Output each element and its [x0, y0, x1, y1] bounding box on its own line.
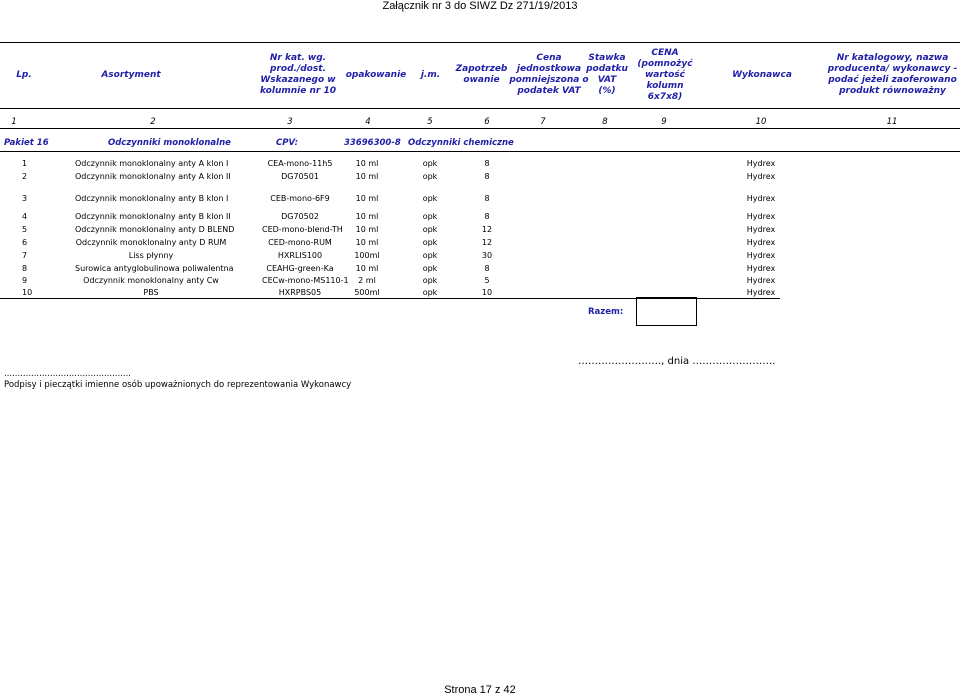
column-header-4: opakowanie	[345, 69, 407, 80]
razem-box-top	[636, 297, 697, 298]
catalog-number-cell: CEAHG-green-Ka	[266, 264, 334, 273]
document-header: Załącznik nr 3 do SIWZ Dz 271/19/2013	[382, 0, 578, 12]
lp-cell: 10	[22, 288, 33, 297]
table-row	[0, 262, 960, 275]
date-line: ……………………., dnia …………………….	[578, 356, 776, 367]
cpv-code: 33696300-8	[344, 138, 401, 148]
catalog-number-cell: HXRLIS100	[277, 251, 323, 260]
signature-caption: Podpisy i pieczątki imienne osób upoważnionych do reprezentowania Wykonawcy	[4, 380, 352, 390]
table-row	[0, 223, 960, 236]
catalog-number-cell: HXRPBS05	[278, 288, 322, 297]
unit-cell: opk	[422, 238, 438, 247]
contractor-cell: Hydrex	[746, 159, 776, 168]
header-bottom-rule	[0, 108, 960, 109]
package-cell: 10 ml	[355, 212, 379, 221]
catalog-number-cell: DG70502	[281, 212, 319, 221]
contractor-cell: Hydrex	[746, 172, 776, 181]
asortyment-cell: Odczynnik monoklonalny anty D BLEND	[75, 225, 235, 234]
razem-label: Razem:	[588, 307, 624, 317]
unit-cell: opk	[422, 276, 438, 285]
table-bottom-rule	[0, 298, 780, 299]
column-header-3: Nr kat. wg. prod./dost. Wskazanego w kolumnie nr 10	[260, 53, 336, 96]
package-cell: 10 ml	[355, 225, 379, 234]
signature-dots: ...............................................	[4, 369, 131, 379]
unit-cell: opk	[422, 264, 438, 273]
table-row	[0, 249, 960, 262]
quantity-cell: 5	[484, 276, 490, 285]
column-header-9: CENA (pomnożyć wartość kolumn 6x7x8)	[637, 47, 693, 102]
asortyment-cell: Surowica antyglobulinowa poliwalentna	[75, 264, 234, 273]
column-number-8: 8	[602, 117, 608, 127]
table-row	[0, 275, 960, 287]
package-cell: 2 ml	[358, 276, 376, 285]
contractor-cell: Hydrex	[746, 238, 776, 247]
package-name: Odczynniki monoklonalne	[108, 138, 231, 148]
table-row	[0, 157, 960, 170]
table-row	[0, 189, 960, 208]
unit-cell: opk	[422, 212, 438, 221]
asortyment-cell: Odczynnik monoklonalny anty A klon I	[75, 159, 229, 168]
package-cell: 10 ml	[355, 238, 379, 247]
catalog-number-cell: DG70501	[281, 172, 319, 181]
contractor-cell: Hydrex	[746, 225, 776, 234]
table-row	[0, 170, 960, 183]
column-header-11: Nr katalogowy, nazwa producenta/ wykonawcy - podać jeżeli zaoferowano produkt równoważny	[827, 53, 958, 96]
asortyment-cell: Odczynnik monoklonalny anty Cw	[83, 276, 219, 285]
package-cell: 10 ml	[355, 194, 379, 203]
header-top-rule	[0, 42, 960, 43]
unit-cell: opk	[422, 172, 438, 181]
razem-box-bottom	[636, 325, 697, 326]
column-header-10: Wykonawca	[732, 69, 792, 80]
contractor-cell: Hydrex	[746, 194, 776, 203]
quantity-cell: 12	[481, 238, 493, 247]
column-number-7: 7	[540, 117, 546, 127]
asortyment-cell: Odczynnik monoklonalny anty D RUM	[75, 238, 227, 247]
package-cell: 100ml	[354, 251, 380, 260]
unit-cell: opk	[422, 225, 438, 234]
column-number-1: 1	[11, 117, 17, 127]
catalog-number-cell: CEB-mono-6F9	[270, 194, 330, 203]
package-label: Pakiet 16	[4, 138, 49, 148]
asortyment-cell: Odczynnik monoklonalny anty A klon II	[75, 172, 231, 181]
package-cell: 500ml	[354, 288, 380, 297]
unit-cell: opk	[422, 159, 438, 168]
package-bottom-rule	[0, 151, 960, 152]
catalog-number-cell: CED-mono-RUM	[268, 238, 332, 247]
asortyment-cell: Odczynnik monoklonalny anty B klon I	[75, 194, 229, 203]
package-cell: 10 ml	[355, 264, 379, 273]
lp-cell: 4	[22, 212, 28, 221]
catalog-number-cell: CECw-mono-MS110-1	[262, 276, 349, 285]
quantity-cell: 8	[484, 264, 490, 273]
cpv-label: CPV:	[276, 138, 299, 148]
catalog-number-cell: CED-mono-blend-TH	[262, 225, 343, 234]
catalog-number-cell: CEA-mono-11h5	[267, 159, 333, 168]
cpv-name: Odczynniki chemiczne	[408, 138, 514, 148]
contractor-cell: Hydrex	[746, 251, 776, 260]
lp-cell: 3	[22, 194, 28, 203]
unit-cell: opk	[422, 251, 438, 260]
lp-cell: 7	[22, 251, 28, 260]
quantity-cell: 8	[484, 212, 490, 221]
lp-cell: 6	[22, 238, 28, 247]
contractor-cell: Hydrex	[746, 288, 776, 297]
asortyment-cell: Odczynnik monoklonalny anty B klon II	[75, 212, 231, 221]
table-row	[0, 210, 960, 223]
lp-cell: 2	[22, 172, 28, 181]
quantity-cell: 10	[481, 288, 493, 297]
asortyment-cell: Liss płynny	[128, 251, 174, 260]
quantity-cell: 8	[484, 194, 490, 203]
column-number-4: 4	[365, 117, 371, 127]
lp-cell: 1	[22, 159, 28, 168]
asortyment-cell: PBS	[143, 288, 159, 297]
quantity-cell: 8	[484, 172, 490, 181]
column-number-3: 3	[287, 117, 293, 127]
numbers-bottom-rule	[0, 128, 960, 129]
package-cell: 10 ml	[355, 172, 379, 181]
column-header-8: Stawka podatku VAT (%)	[586, 53, 628, 96]
quantity-cell: 8	[484, 159, 490, 168]
razem-box-right	[696, 297, 697, 326]
column-number-2: 2	[150, 117, 156, 127]
lp-cell: 8	[22, 264, 28, 273]
lp-cell: 9	[22, 276, 28, 285]
column-header-2: Asortyment	[101, 69, 161, 80]
lp-cell: 5	[22, 225, 28, 234]
column-header-5: j.m.	[420, 69, 441, 80]
column-header-7: Cena jednostkowa pomniejszona o podatek VAT	[509, 53, 589, 96]
contractor-cell: Hydrex	[746, 264, 776, 273]
contractor-cell: Hydrex	[746, 212, 776, 221]
column-number-6: 6	[484, 117, 490, 127]
column-header-1: Lp.	[16, 69, 32, 80]
contractor-cell: Hydrex	[746, 276, 776, 285]
column-number-5: 5	[427, 117, 433, 127]
quantity-cell: 30	[481, 251, 493, 260]
column-number-10: 10	[755, 117, 767, 127]
column-number-11: 11	[886, 117, 898, 127]
razem-box-left	[636, 297, 637, 326]
package-cell: 10 ml	[355, 159, 379, 168]
unit-cell: opk	[422, 194, 438, 203]
unit-cell: opk	[422, 288, 438, 297]
column-header-6: Zapotrzeb owanie	[455, 64, 508, 85]
quantity-cell: 12	[481, 225, 493, 234]
page-number: Strona 17 z 42	[444, 684, 516, 696]
column-number-9: 9	[661, 117, 667, 127]
table-row	[0, 236, 960, 249]
